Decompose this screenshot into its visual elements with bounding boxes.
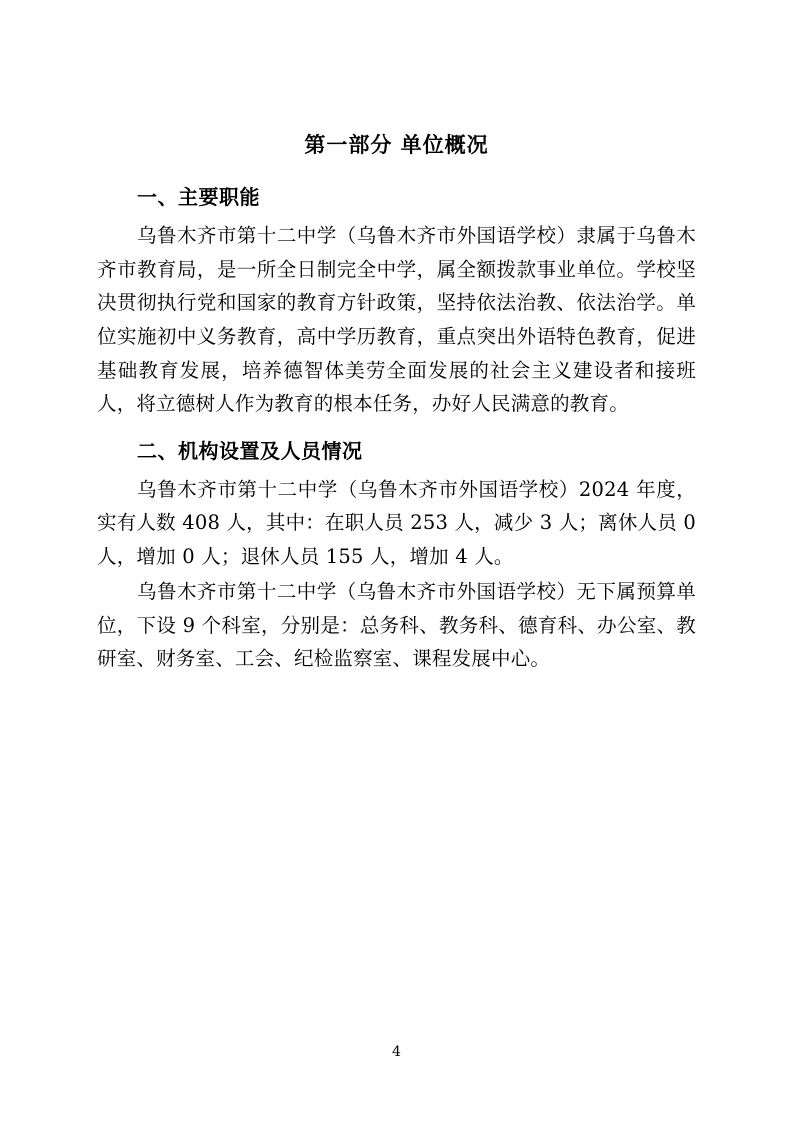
paragraph-staff-count: 乌鲁木齐市第十二中学（乌鲁木齐市外国语学校）2024 年度，实有人数 408 人，其中：在职人员 253 人，减少 3 人；离休人员 0 人，增加 0 人；退休人员 155 人，增加 4 人。 [97,477,696,568]
paragraph-departments: 乌鲁木齐市第十二中学（乌鲁木齐市外国语学校）无下属预算单位，下设 9 个科室，分别是：总务科、教务科、德育科、办公室、教研室、财务室、工会、纪检监察室、课程发展中心。 [97,580,696,671]
page-number: 4 [392,1044,401,1060]
page-title: 第一部分 单位概况 [304,132,489,157]
section-heading-organization-staff: 二、机构设置及人员情况 [137,438,363,463]
section-heading-main-duties: 一、主要职能 [137,185,260,210]
paragraph-main-duties: 乌鲁木齐市第十二中学（乌鲁木齐市外国语学校）隶属于乌鲁木齐市教育局，是一所全日制完全中学，属全额拨款事业单位。学校坚决贯彻执行党和国家的教育方针政策，坚持依法治教、依法治学。单位实施初中义务教育，高中学历教育，重点突出外语特色教育，促进基础教育发展，培养德智体美劳全面发展的社会主义建设者和接班人，将立德树人作为教育的根本任务，办好人民满意的教育。 [97,224,696,416]
